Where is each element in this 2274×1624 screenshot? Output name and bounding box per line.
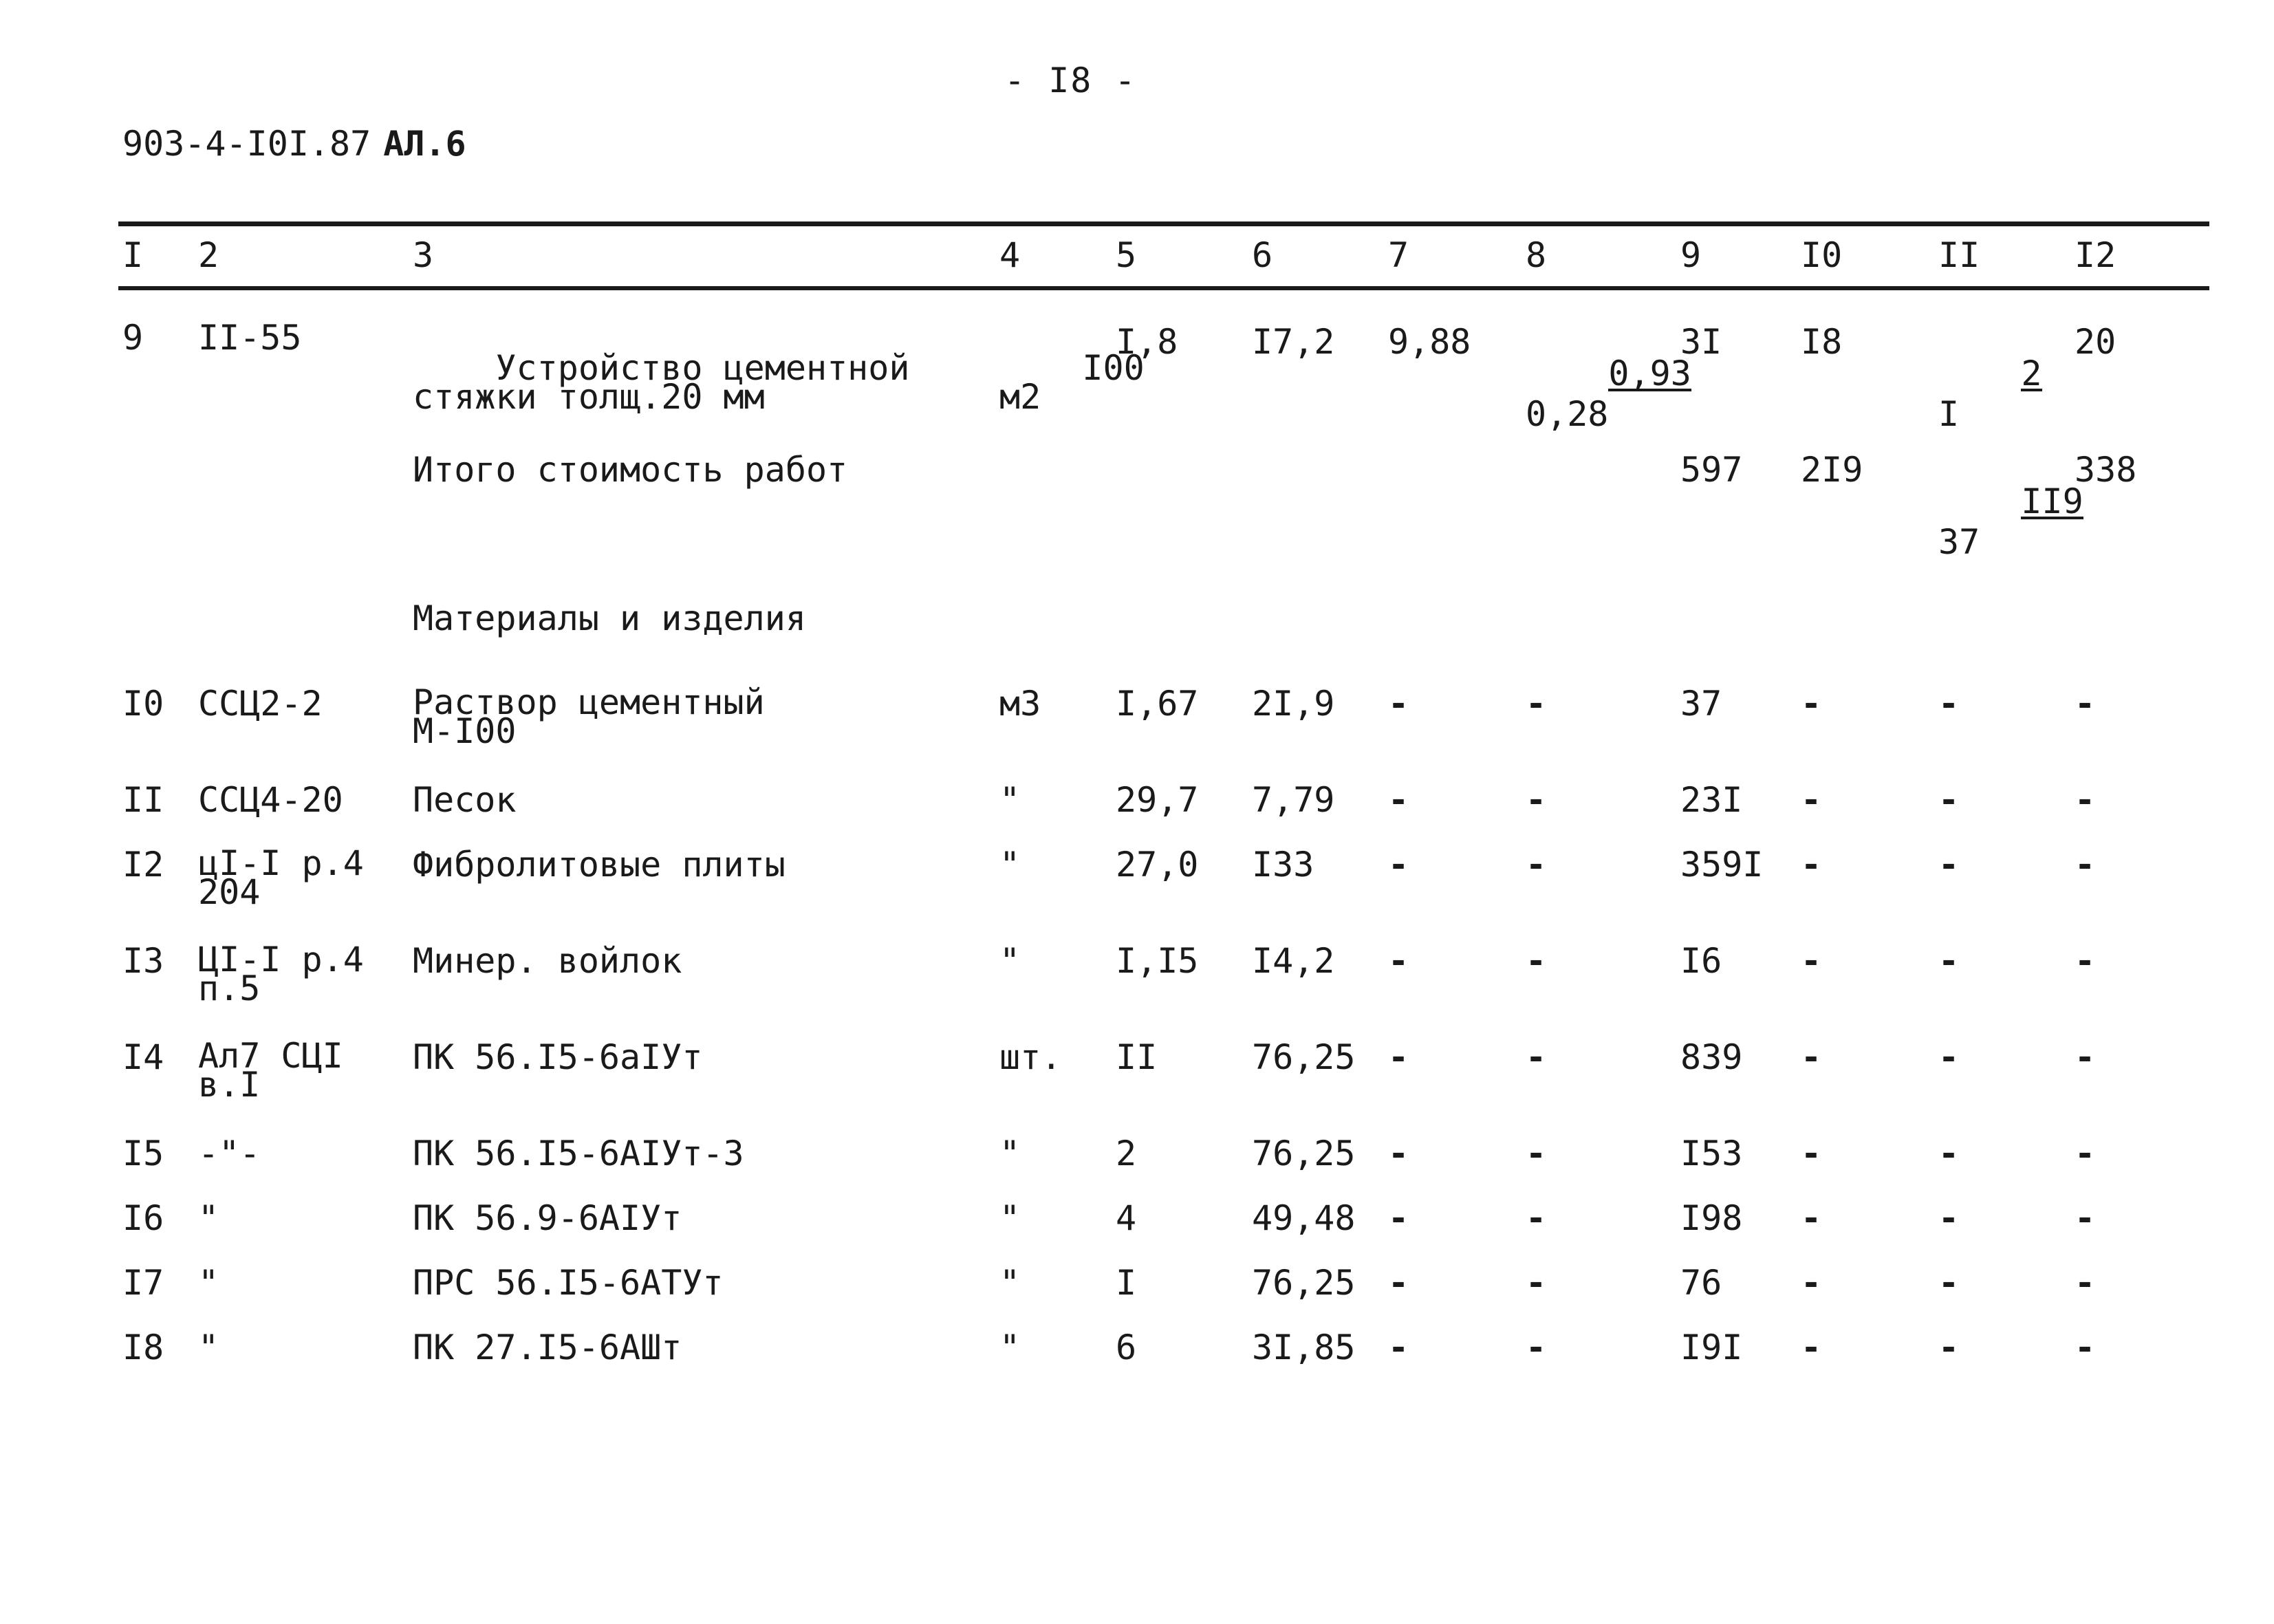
row-description bbox=[413, 325, 909, 440]
row-col-8: - bbox=[1526, 1263, 1547, 1303]
row-col-11: - bbox=[1938, 1263, 1960, 1303]
row-col-11: - bbox=[1938, 780, 1960, 820]
row-number: I5 bbox=[122, 1134, 164, 1173]
row-col-12: - bbox=[2075, 1134, 2096, 1173]
row-col-7: 9,88 bbox=[1388, 322, 1471, 362]
row-description: ПК 56.I5-6аIУт bbox=[413, 1037, 703, 1077]
row-unit-price: 7,79 bbox=[1252, 780, 1335, 820]
header-col-9: 9 bbox=[1680, 235, 1702, 275]
total-label: Итого стоимость работ bbox=[413, 450, 848, 490]
row-code: Ал7 СЦI в.I bbox=[198, 1036, 343, 1105]
row-col-9: I98 bbox=[1680, 1198, 1743, 1238]
row-col-7: - bbox=[1388, 1134, 1409, 1173]
row-col-8: - bbox=[1526, 780, 1547, 820]
row-code: -"- bbox=[198, 1134, 261, 1173]
row-quantity: II bbox=[1116, 1037, 1158, 1077]
sheet-label: АЛ.6 bbox=[383, 124, 466, 164]
header-col-7: 7 bbox=[1388, 235, 1409, 275]
row-col-8: - bbox=[1526, 1134, 1547, 1173]
header-col-3: 3 bbox=[413, 235, 434, 275]
row-unit: " bbox=[999, 1328, 1021, 1367]
row-col-8 bbox=[1526, 326, 1691, 493]
row-code: ЦI-I р.4 п.5 bbox=[198, 940, 364, 1008]
row-description: Фибролитовые плиты bbox=[413, 845, 786, 885]
row-col-11: - bbox=[1938, 684, 1960, 724]
row-col-9: 839 bbox=[1680, 1037, 1743, 1077]
materials-section-title: Материалы и изделия bbox=[413, 598, 806, 638]
row-col-10: - bbox=[1801, 845, 1822, 885]
document-code-number: 903-4-I0I.87 bbox=[122, 124, 371, 164]
row-col-12: - bbox=[2075, 1263, 2096, 1303]
header-col-12: I2 bbox=[2075, 235, 2116, 275]
header-col-10: I0 bbox=[1801, 235, 1843, 275]
row-unit-price: 76,25 bbox=[1252, 1037, 1356, 1077]
row-description: ПК 27.I5-6АШт bbox=[413, 1328, 682, 1367]
row-col-10: - bbox=[1801, 941, 1822, 981]
page-number: - I8 - bbox=[1004, 61, 1137, 100]
row-unit-price: 76,25 bbox=[1252, 1263, 1356, 1303]
row-col-7: - bbox=[1388, 941, 1409, 981]
total-col-10: 2I9 bbox=[1801, 450, 1863, 490]
total-col-12: 338 bbox=[2075, 450, 2137, 490]
row-col-7: - bbox=[1388, 1328, 1409, 1367]
row-quantity: 29,7 bbox=[1116, 780, 1199, 820]
row-description-line-2: стяжки толщ.20 мм bbox=[413, 377, 765, 417]
header-col-2: 2 bbox=[198, 235, 219, 275]
row-unit: " bbox=[999, 1198, 1021, 1238]
row-col-12: - bbox=[2075, 1328, 2096, 1367]
row-unit-price: 76,25 bbox=[1252, 1134, 1356, 1173]
row-col-9: I6 bbox=[1680, 941, 1722, 981]
row-col-8: - bbox=[1526, 941, 1547, 981]
row-col-12: - bbox=[2075, 780, 2096, 820]
row-col-8-denominator: 0,28 bbox=[1526, 394, 1609, 434]
row-description: ПРС 56.I5-6АТУт bbox=[413, 1263, 724, 1303]
row-col-11: - bbox=[1938, 1198, 1960, 1238]
row-number: 9 bbox=[122, 318, 144, 358]
row-col-9: I53 bbox=[1680, 1134, 1743, 1173]
row-col-7: - bbox=[1388, 780, 1409, 820]
row-col-9: 359I bbox=[1680, 845, 1764, 885]
row-number: I3 bbox=[122, 941, 164, 981]
row-col-9: 23I bbox=[1680, 780, 1743, 820]
row-col-11-denominator: I bbox=[1938, 394, 1960, 434]
document-code bbox=[122, 124, 466, 164]
row-col-9: I9I bbox=[1680, 1328, 1743, 1367]
row-code: II-55 bbox=[198, 318, 302, 358]
row-unit-price: 2I,9 bbox=[1252, 684, 1335, 724]
row-col-9: 76 bbox=[1680, 1263, 1722, 1303]
row-col-8: - bbox=[1526, 845, 1547, 885]
header-col-8: 8 bbox=[1526, 235, 1547, 275]
row-description-line-1: Устройство цементной bbox=[495, 348, 910, 388]
row-unit: " bbox=[999, 845, 1021, 885]
row-col-12: - bbox=[2075, 845, 2096, 885]
row-col-11: - bbox=[1938, 941, 1960, 981]
row-col-7: - bbox=[1388, 845, 1409, 885]
row-unit: " bbox=[999, 1263, 1021, 1303]
row-code: ССЦ4-20 bbox=[198, 780, 343, 820]
row-number: I6 bbox=[122, 1198, 164, 1238]
row-number: I8 bbox=[122, 1328, 164, 1367]
row-unit: м3 bbox=[999, 684, 1041, 724]
row-description: ПК 56.9-6АIУт bbox=[413, 1198, 682, 1238]
row-description: Песок bbox=[413, 780, 517, 820]
row-col-11: - bbox=[1938, 845, 1960, 885]
row-col-10: - bbox=[1801, 684, 1822, 724]
header-col-5: 5 bbox=[1116, 235, 1137, 275]
row-code: " bbox=[198, 1263, 219, 1303]
row-col-12: 20 bbox=[2075, 322, 2116, 362]
row-col-11: - bbox=[1938, 1134, 1960, 1173]
header-col-11: II bbox=[1938, 235, 1980, 275]
row-col-11: - bbox=[1938, 1037, 1960, 1077]
header-col-6: 6 bbox=[1252, 235, 1273, 275]
row-code: ССЦ2-2 bbox=[198, 684, 323, 724]
row-col-7: - bbox=[1388, 1263, 1409, 1303]
row-col-12: - bbox=[2075, 1037, 2096, 1077]
row-quantity: 4 bbox=[1116, 1198, 1137, 1238]
row-unit-price: I33 bbox=[1252, 845, 1314, 885]
row-col-8: - bbox=[1526, 1198, 1547, 1238]
row-quantity: 27,0 bbox=[1116, 845, 1199, 885]
row-number: I0 bbox=[122, 684, 164, 724]
header-col-4: 4 bbox=[999, 235, 1021, 275]
row-number: II bbox=[122, 780, 164, 820]
row-quantity: 2 bbox=[1116, 1134, 1137, 1173]
row-unit-line-2: м2 bbox=[999, 377, 1041, 417]
row-col-11: - bbox=[1938, 1328, 1960, 1367]
row-col-11-numerator: 2 bbox=[2021, 354, 2042, 393]
row-col-10: I8 bbox=[1801, 322, 1843, 362]
row-description: Раствор цементный М-I00 bbox=[413, 682, 765, 751]
row-col-8: - bbox=[1526, 1328, 1547, 1367]
row-description: ПК 56.I5-6АIУт-3 bbox=[413, 1134, 744, 1173]
row-unit: шт. bbox=[999, 1037, 1062, 1077]
total-col-9: 597 bbox=[1680, 450, 1743, 490]
row-quantity: 6 bbox=[1116, 1328, 1137, 1367]
row-unit-price: I4,2 bbox=[1252, 941, 1335, 981]
row-quantity: I,I5 bbox=[1116, 941, 1199, 981]
total-col-11-denominator: 37 bbox=[1938, 522, 1980, 562]
row-col-12: - bbox=[2075, 1198, 2096, 1238]
row-col-7: - bbox=[1388, 1037, 1409, 1077]
row-col-10: - bbox=[1801, 1328, 1822, 1367]
row-col-12: - bbox=[2075, 941, 2096, 981]
row-description: Минер. войлок bbox=[413, 941, 682, 981]
row-code: " bbox=[198, 1198, 219, 1238]
row-col-8: - bbox=[1526, 1037, 1547, 1077]
row-col-7: - bbox=[1388, 684, 1409, 724]
row-col-9: 3I bbox=[1680, 322, 1722, 362]
header-col-1: I bbox=[122, 235, 144, 275]
row-col-10: - bbox=[1801, 1134, 1822, 1173]
row-unit-price: I7,2 bbox=[1252, 322, 1335, 362]
row-col-7: - bbox=[1388, 1198, 1409, 1238]
row-code: цI-I р.4 204 bbox=[198, 843, 364, 912]
table-header-rule bbox=[118, 286, 2209, 290]
row-unit: " bbox=[999, 941, 1021, 981]
row-unit-price: 3I,85 bbox=[1252, 1328, 1356, 1367]
table-top-rule bbox=[118, 221, 2209, 226]
row-unit-line-1: I00 bbox=[1082, 348, 1145, 388]
row-col-8: - bbox=[1526, 684, 1547, 724]
row-col-10: - bbox=[1801, 780, 1822, 820]
row-col-10: - bbox=[1801, 1263, 1822, 1303]
row-unit: " bbox=[999, 1134, 1021, 1173]
row-col-9: 37 bbox=[1680, 684, 1722, 724]
row-quantity: I bbox=[1116, 1263, 1137, 1303]
row-col-12: - bbox=[2075, 684, 2096, 724]
row-col-10: - bbox=[1801, 1037, 1822, 1077]
row-unit: " bbox=[999, 780, 1021, 820]
row-quantity: I,8 bbox=[1116, 322, 1178, 362]
row-number: I7 bbox=[122, 1263, 164, 1303]
total-col-11-numerator: II9 bbox=[2021, 481, 2083, 521]
row-quantity: I,67 bbox=[1116, 684, 1199, 724]
row-col-8-numerator: 0,93 bbox=[1608, 354, 1691, 393]
row-unit-price: 49,48 bbox=[1252, 1198, 1356, 1238]
total-col-11 bbox=[1938, 454, 2083, 621]
row-number: I4 bbox=[122, 1037, 164, 1077]
row-number: I2 bbox=[122, 845, 164, 885]
row-col-10: - bbox=[1801, 1198, 1822, 1238]
row-code: " bbox=[198, 1328, 219, 1367]
